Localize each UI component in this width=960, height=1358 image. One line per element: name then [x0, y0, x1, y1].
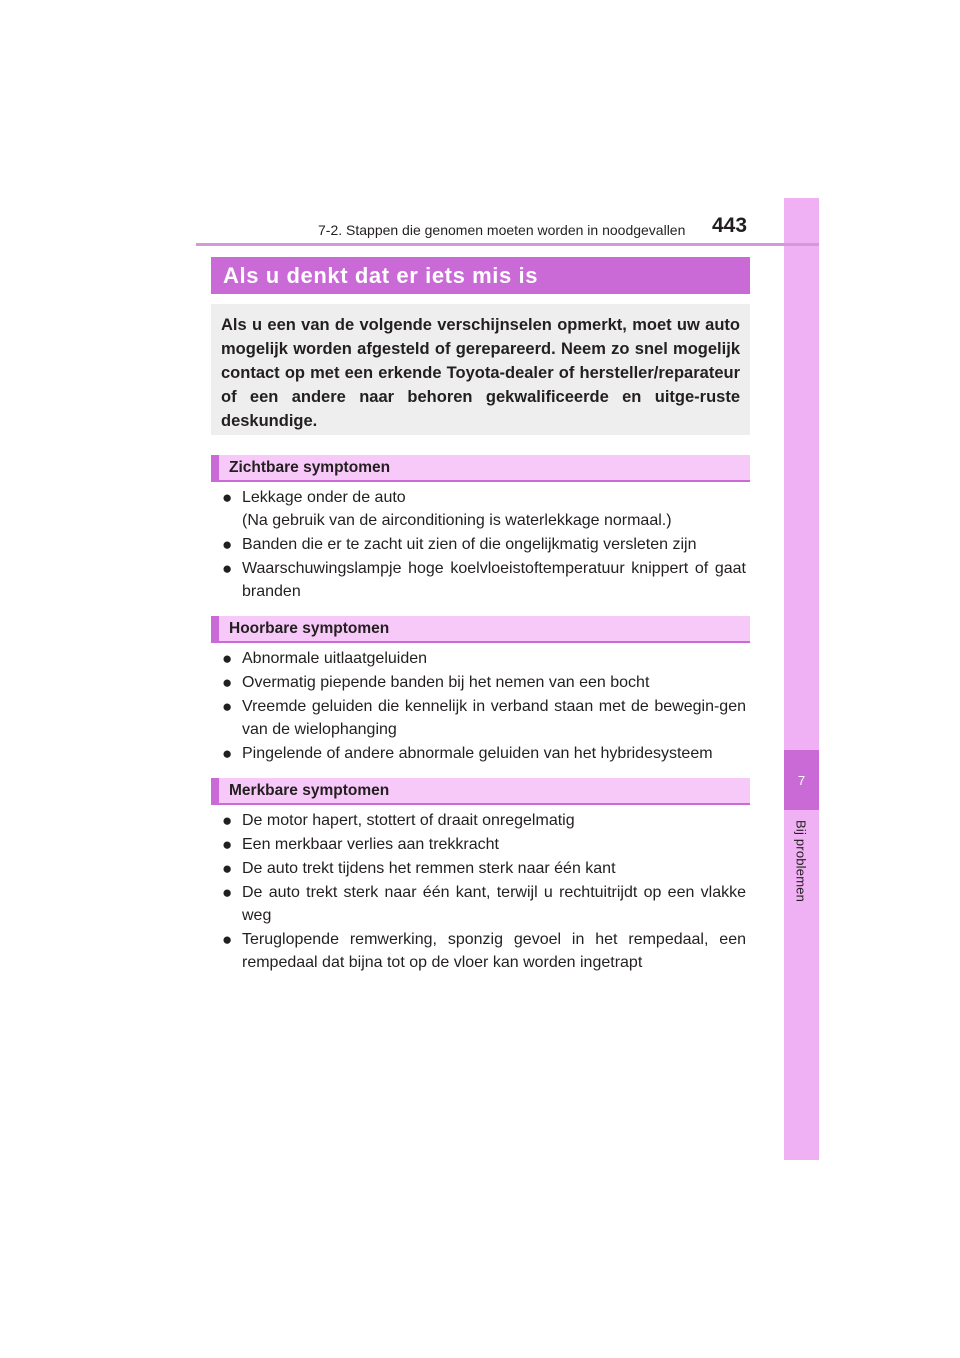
list-item-text: Abnormale uitlaatgeluiden [242, 650, 428, 667]
section-path: 7-2. Stappen die genomen moeten worden in noodgevallen [318, 222, 686, 238]
section-heading-visible: Zichtbare symptomen [211, 455, 750, 482]
list-item-text: De auto trekt sterk naar één kant, terwijl u rechtuitrijdt op een vlakke weg [242, 884, 746, 924]
list-item-text: Teruglopende remwerking, sponzig gevoel in het rempedaal, een rempedaal dat bijna tot op de vloer kan worden ingetrapt [242, 931, 746, 971]
list-item-text: Overmatig piepende banden bij het nemen van een bocht [242, 674, 650, 691]
visible-symptoms-list [222, 486, 746, 604]
noticeable-symptoms-list [222, 809, 746, 975]
bullet-icon: ● [222, 744, 233, 763]
section-heading-noticeable: Merkbare symptomen [211, 778, 750, 805]
list-item [222, 486, 746, 532]
list-item-text: De auto trekt tijdens het remmen sterk naar één kant [242, 860, 616, 877]
bullet-icon: ● [222, 535, 233, 554]
audible-symptoms-list [222, 647, 746, 766]
bullet-icon: ● [222, 673, 233, 692]
list-item [222, 809, 746, 832]
list-item-text: Pingelende of andere abnormale geluiden van het hybridesysteem [242, 745, 713, 762]
list-item [222, 671, 746, 694]
bullet-icon: ● [222, 883, 233, 902]
section-heading-audible: Hoorbare symptomen [211, 616, 750, 643]
bullet-icon: ● [222, 859, 233, 878]
list-item [222, 557, 746, 603]
list-item-text: Waarschuwingslampje hoge koelvloeistoftemperatuur knippert of gaat branden [242, 560, 746, 600]
page-title: Als u denkt dat er iets mis is [211, 257, 750, 294]
bullet-icon: ● [222, 930, 233, 949]
bullet-icon: ● [222, 697, 233, 716]
chapter-side-tab [784, 198, 819, 1160]
page-number: 443 [712, 214, 748, 237]
list-item-text: Lekkage onder de auto (Na gebruik van de airconditioning is waterlekkage normaal.) [242, 489, 672, 529]
bullet-icon: ● [222, 649, 233, 668]
list-item-text: Vreemde geluiden die kennelijk in verband staan met de bewegin-gen van de wielophanging [242, 698, 746, 738]
list-item [222, 533, 746, 556]
list-item [222, 881, 746, 927]
chapter-label: Bij problemen [793, 820, 809, 903]
list-item [222, 833, 746, 856]
intro-paragraph: Als u een van de volgende verschijnselen opmerkt, moet uw auto mogelijk worden afgesteld of gerepareerd. Neem zo snel mogelijk contact op met een erkende Toyota-dealer of hersteller/reparateur of een andere naar behoren gekwalificeerde en uitge-ruste deskundige. [211, 304, 750, 435]
list-item [222, 647, 746, 670]
header-divider [196, 243, 819, 246]
list-item-text: De motor hapert, stottert of draait onregelmatig [242, 812, 575, 829]
bullet-icon: ● [222, 488, 233, 507]
list-item [222, 695, 746, 741]
bullet-icon: ● [222, 835, 233, 854]
list-item-text: Banden die er te zacht uit zien of die ongelijkmatig versleten zijn [242, 536, 697, 553]
list-item [222, 742, 746, 765]
bullet-icon: ● [222, 811, 233, 830]
bullet-icon: ● [222, 559, 233, 578]
list-item [222, 928, 746, 974]
chapter-number-badge: 7 [784, 750, 819, 810]
list-item-text: Een merkbaar verlies aan trekkracht [242, 836, 499, 853]
list-item [222, 857, 746, 880]
